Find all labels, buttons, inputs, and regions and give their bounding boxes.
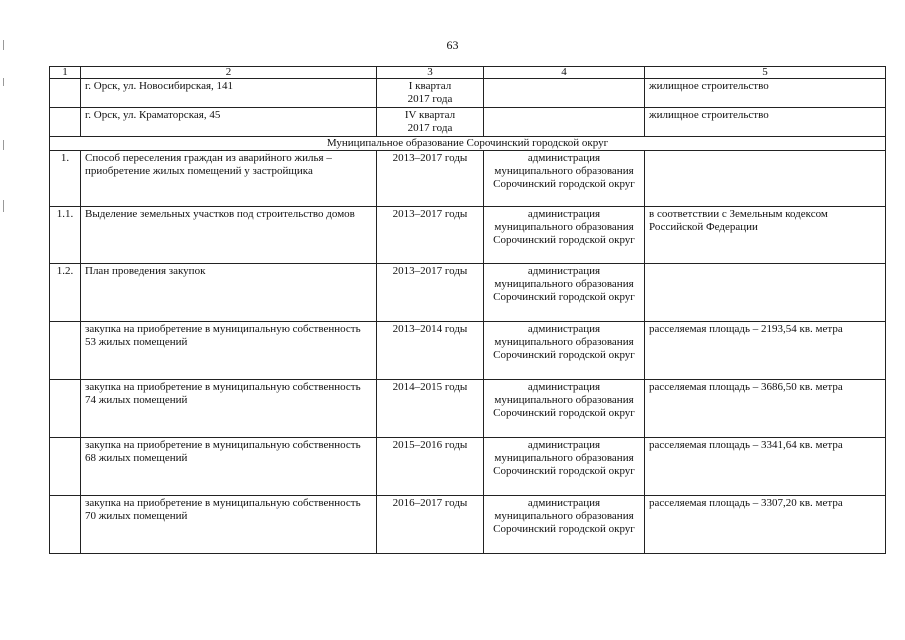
column-number: 1: [50, 67, 81, 79]
executor-cell: [484, 108, 645, 137]
period-line: 2013–2017 годы: [392, 208, 468, 220]
period-line: 2013–2014 годы: [392, 323, 468, 335]
executor-cell: администрация муниципального образования Сорочинский городской округ: [484, 207, 645, 264]
executor-cell: администрация муниципального образования Сорочинский городской округ: [484, 438, 645, 496]
table-row: [50, 151, 886, 207]
item-number: [50, 79, 81, 108]
note-cell: жилищное строительство: [645, 108, 886, 137]
section-title: Муниципальное образование Сорочинский городской округ: [50, 137, 886, 151]
note-cell: расселяемая площадь – 3686,50 кв. метра: [645, 380, 886, 438]
column-number: 3: [377, 67, 484, 79]
scan-edge-mark: [3, 140, 4, 150]
period-line: 2013–2017 годы: [392, 152, 468, 164]
period-cell: [377, 438, 484, 496]
item-number: [50, 496, 81, 554]
table-row: [50, 438, 886, 496]
table-body: [50, 67, 886, 554]
period-line: 2014–2015 годы: [392, 381, 468, 393]
note-cell: [645, 264, 886, 322]
note-cell: жилищное строительство: [645, 79, 886, 108]
activity-name: План проведения закупок: [81, 264, 377, 322]
activity-name: закупка на приобретение в муниципальную собственность 74 жилых помещений: [81, 380, 377, 438]
section-row: [50, 137, 886, 151]
executor-cell: администрация муниципального образования Сорочинский городской округ: [484, 151, 645, 207]
period-cell: [377, 207, 484, 264]
executor-cell: администрация муниципального образования Сорочинский городской округ: [484, 264, 645, 322]
activity-name: Способ переселения граждан из аварийного жилья – приобретение жилых помещений у застройщика: [81, 151, 377, 207]
period-cell: [377, 496, 484, 554]
table-row: [50, 264, 886, 322]
period-cell: [377, 264, 484, 322]
table-row: [50, 108, 886, 137]
executor-cell: [484, 79, 645, 108]
period-line: 2017 года: [407, 93, 453, 105]
activity-name: г. Орск, ул. Новосибирская, 141: [81, 79, 377, 108]
column-number: 4: [484, 67, 645, 79]
activity-name: закупка на приобретение в муниципальную собственность 53 жилых помещений: [81, 322, 377, 380]
note-cell: расселяемая площадь – 3307,20 кв. метра: [645, 496, 886, 554]
note-cell: расселяемая площадь – 2193,54 кв. метра: [645, 322, 886, 380]
activity-name: Выделение земельных участков под строительство домов: [81, 207, 377, 264]
column-number: 5: [645, 67, 886, 79]
item-number: 1.1.: [50, 207, 81, 264]
item-number: [50, 322, 81, 380]
item-number: 1.2.: [50, 264, 81, 322]
item-number: 1.: [50, 151, 81, 207]
scan-edge-mark: [3, 200, 4, 212]
program-table: [49, 66, 886, 554]
period-cell: [377, 322, 484, 380]
scan-edge-mark: [3, 78, 4, 86]
page-number: 63: [446, 38, 459, 52]
period-line: I квартал: [408, 80, 452, 92]
period-cell: [377, 108, 484, 137]
period-line: IV квартал: [404, 109, 456, 121]
period-line: 2015–2016 годы: [392, 439, 468, 451]
item-number: [50, 108, 81, 137]
note-cell: в соответствии с Земельным кодексом Российской Федерации: [645, 207, 886, 264]
period-cell: [377, 380, 484, 438]
table-row: [50, 496, 886, 554]
activity-name: закупка на приобретение в муниципальную собственность 68 жилых помещений: [81, 438, 377, 496]
executor-cell: администрация муниципального образования Сорочинский городской округ: [484, 322, 645, 380]
item-number: [50, 380, 81, 438]
note-cell: [645, 151, 886, 207]
item-number: [50, 438, 81, 496]
note-cell: расселяемая площадь – 3341,64 кв. метра: [645, 438, 886, 496]
column-number-row: [50, 67, 886, 79]
period-line: 2016–2017 годы: [392, 497, 468, 509]
activity-name: закупка на приобретение в муниципальную собственность 70 жилых помещений: [81, 496, 377, 554]
table-row: [50, 79, 886, 108]
executor-cell: администрация муниципального образования Сорочинский городской округ: [484, 496, 645, 554]
executor-cell: администрация муниципального образования Сорочинский городской округ: [484, 380, 645, 438]
table-row: [50, 322, 886, 380]
period-line: 2017 года: [407, 122, 453, 134]
table-row: [50, 380, 886, 438]
column-number: 2: [81, 67, 377, 79]
activity-name: г. Орск, ул. Краматорская, 45: [81, 108, 377, 137]
period-cell: [377, 79, 484, 108]
table-row: [50, 207, 886, 264]
period-cell: [377, 151, 484, 207]
period-line: 2013–2017 годы: [392, 265, 468, 277]
